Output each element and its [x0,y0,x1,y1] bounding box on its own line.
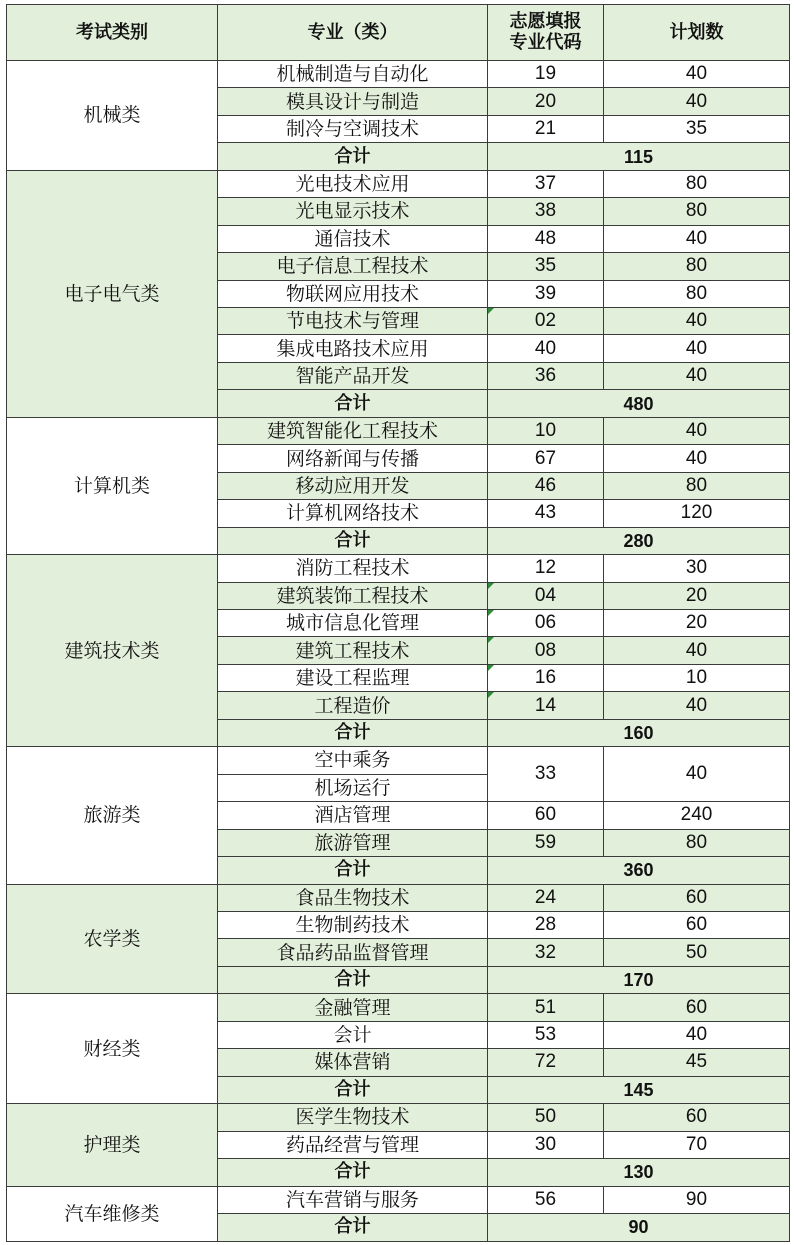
total-value: 145 [488,1076,790,1103]
code-cell: 21 [488,115,604,142]
major-cell: 食品药品监督管理 [218,939,488,966]
plan-cell: 70 [604,1131,790,1158]
code-cell: 59 [488,829,604,856]
code-cell: 50 [488,1104,604,1131]
code-cell: 28 [488,911,604,938]
code-cell: 35 [488,253,604,280]
major-cell: 集成电路技术应用 [218,335,488,362]
plan-cell: 40 [604,1021,790,1048]
code-cell: 37 [488,170,604,197]
category-cell: 计算机类 [7,417,218,554]
plan-cell: 80 [604,280,790,307]
code-cell: 39 [488,280,604,307]
major-cell: 建设工程监理 [218,664,488,691]
table-row [7,417,790,444]
plan-cell: 40 [604,445,790,472]
major-cell: 物联网应用技术 [218,280,488,307]
code-cell: 30 [488,1131,604,1158]
plan-cell: 80 [604,253,790,280]
header-row [7,5,790,61]
plan-cell: 80 [604,170,790,197]
table-row [7,170,790,197]
table-row [7,994,790,1021]
major-cell: 生物制药技术 [218,911,488,938]
code-cell: 36 [488,362,604,389]
plan-cell: 40 [604,692,790,719]
total-label: 合计 [218,527,488,554]
category-cell: 电子电气类 [7,170,218,417]
code-cell: 60 [488,802,604,829]
major-cell: 汽车营销与服务 [218,1186,488,1213]
table-row [7,555,790,582]
major-cell: 模具设计与制造 [218,88,488,115]
code-cell: 72 [488,1049,604,1076]
total-label: 合计 [218,143,488,170]
plan-cell: 120 [604,500,790,527]
plan-cell: 40 [604,747,790,802]
enrollment-plan-table [6,4,790,1242]
total-label: 合计 [218,1159,488,1186]
major-cell: 计算机网络技术 [218,500,488,527]
code-cell: 24 [488,884,604,911]
category-cell: 旅游类 [7,747,218,884]
major-cell: 金融管理 [218,994,488,1021]
major-cell: 制冷与空调技术 [218,115,488,142]
plan-cell: 20 [604,610,790,637]
major-cell: 旅游管理 [218,829,488,856]
code-cell: 08 [488,637,604,664]
major-cell: 食品生物技术 [218,884,488,911]
major-cell: 城市信息化管理 [218,610,488,637]
plan-cell: 40 [604,637,790,664]
code-cell: 40 [488,335,604,362]
major-cell: 机场运行 [218,774,488,801]
code-cell: 14 [488,692,604,719]
plan-cell: 10 [604,664,790,691]
total-label: 合计 [218,1076,488,1103]
total-label: 合计 [218,719,488,746]
plan-cell: 60 [604,884,790,911]
major-cell: 工程造价 [218,692,488,719]
code-cell: 32 [488,939,604,966]
code-cell: 10 [488,417,604,444]
table-row [7,884,790,911]
code-cell: 20 [488,88,604,115]
major-cell: 会计 [218,1021,488,1048]
code-cell: 12 [488,555,604,582]
major-cell: 建筑装饰工程技术 [218,582,488,609]
total-value: 170 [488,966,790,993]
table-row [7,1104,790,1131]
plan-cell: 40 [604,88,790,115]
major-cell: 媒体营销 [218,1049,488,1076]
code-cell: 16 [488,664,604,691]
code-cell: 46 [488,472,604,499]
total-label: 合计 [218,857,488,884]
plan-cell: 40 [604,60,790,87]
plan-cell: 45 [604,1049,790,1076]
major-cell: 机械制造与自动化 [218,60,488,87]
major-cell: 建筑工程技术 [218,637,488,664]
table-row [7,60,790,87]
major-cell: 电子信息工程技术 [218,253,488,280]
major-cell: 网络新闻与传播 [218,445,488,472]
major-cell: 智能产品开发 [218,362,488,389]
total-value: 160 [488,719,790,746]
total-label: 合计 [218,1213,488,1241]
category-cell: 护理类 [7,1104,218,1186]
total-value: 360 [488,857,790,884]
category-cell: 农学类 [7,884,218,994]
major-cell: 酒店管理 [218,802,488,829]
plan-cell: 20 [604,582,790,609]
plan-cell: 40 [604,417,790,444]
code-cell: 04 [488,582,604,609]
major-cell: 光电技术应用 [218,170,488,197]
major-cell: 药品经营与管理 [218,1131,488,1158]
code-cell: 51 [488,994,604,1021]
code-cell: 19 [488,60,604,87]
plan-cell: 60 [604,1104,790,1131]
total-label: 合计 [218,390,488,417]
total-value: 480 [488,390,790,417]
plan-cell: 40 [604,308,790,335]
total-value: 130 [488,1159,790,1186]
total-value: 90 [488,1213,790,1241]
plan-cell: 80 [604,829,790,856]
header-code-line2: 专业代码 [509,32,582,54]
category-cell: 建筑技术类 [7,555,218,747]
plan-cell: 60 [604,911,790,938]
header-plan: 计划数 [604,5,790,61]
code-cell: 06 [488,610,604,637]
header-category: 考试类别 [7,5,218,61]
plan-cell: 60 [604,994,790,1021]
plan-cell: 80 [604,198,790,225]
major-cell: 节电技术与管理 [218,308,488,335]
major-cell: 空中乘务 [218,747,488,774]
code-cell: 38 [488,198,604,225]
header-code [488,5,604,61]
major-cell: 移动应用开发 [218,472,488,499]
plan-cell: 40 [604,225,790,252]
code-cell: 53 [488,1021,604,1048]
code-cell: 02 [488,308,604,335]
plan-cell: 40 [604,362,790,389]
total-value: 115 [488,143,790,170]
plan-cell: 40 [604,335,790,362]
code-cell: 56 [488,1186,604,1213]
plan-cell: 50 [604,939,790,966]
major-cell: 光电显示技术 [218,198,488,225]
major-cell: 建筑智能化工程技术 [218,417,488,444]
category-cell: 机械类 [7,60,218,170]
major-cell: 消防工程技术 [218,555,488,582]
code-cell: 48 [488,225,604,252]
total-label: 合计 [218,966,488,993]
plan-cell: 80 [604,472,790,499]
plan-cell: 30 [604,555,790,582]
category-cell: 汽车维修类 [7,1186,218,1241]
code-cell: 67 [488,445,604,472]
category-cell: 财经类 [7,994,218,1104]
header-code-line1: 志愿填报 [509,11,582,33]
code-cell: 33 [488,747,604,802]
plan-cell: 90 [604,1186,790,1213]
total-value: 280 [488,527,790,554]
header-major: 专业（类） [218,5,488,61]
table-row [7,747,790,774]
plan-cell: 240 [604,802,790,829]
code-cell: 43 [488,500,604,527]
major-cell: 通信技术 [218,225,488,252]
plan-cell: 35 [604,115,790,142]
table-row [7,1186,790,1213]
major-cell: 医学生物技术 [218,1104,488,1131]
